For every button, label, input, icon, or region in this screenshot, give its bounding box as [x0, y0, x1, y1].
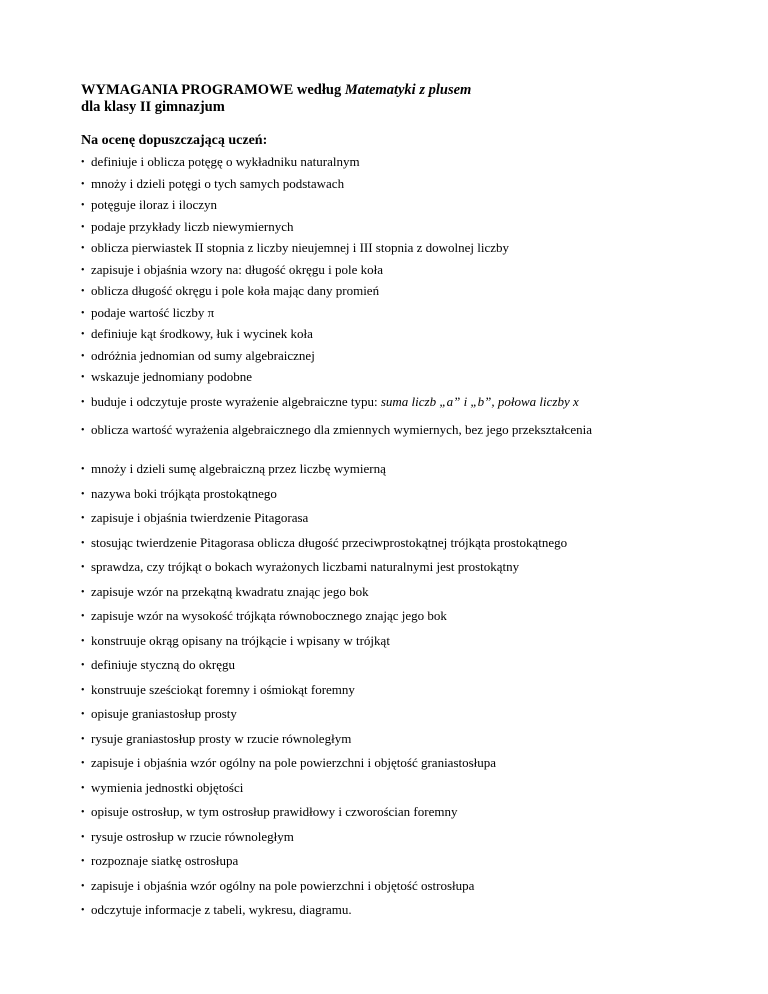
list-item: • opisuje ostrosłup, w tym ostrosłup prawidłowy i czworościan foremny — [81, 804, 458, 819]
list-item: • rysuje ostrosłup w rzucie równoległym — [81, 828, 294, 844]
document-subtitle: dla klasy II gimnazjum — [81, 99, 225, 115]
bullet-icon: • — [81, 350, 85, 362]
bullet-icon: • — [81, 586, 85, 598]
bullet-icon: • — [81, 243, 85, 254]
bullet-icon: • — [81, 807, 85, 818]
list-item: • rysuje graniastosłup prosty w rzucie równoległym — [81, 730, 352, 746]
list-item: • zapisuje i objaśnia wzory na: długość okręgu i pole koła — [81, 261, 384, 277]
bullet-icon: • — [81, 611, 85, 622]
list-item: • oblicza pierwiastek II stopnia z liczby nieujemnej i III stopnia z dowolnej liczby — [81, 240, 510, 255]
list-item: • zapisuje wzór na wysokość trójkąta równobocznego znając jego bok — [81, 608, 447, 623]
bullet-icon: • — [81, 286, 85, 297]
bullet-icon: • — [81, 464, 85, 475]
bullet-icon: • — [81, 513, 85, 524]
title-book-name: Matematyki z plusem — [344, 82, 472, 98]
list-item: • zapisuje i objaśnia wzór ogólny na pole powierzchni i objętość graniastosłupa — [81, 755, 497, 770]
list-item: • definiuje kąt środkowy, łuk i wycinek koła — [81, 326, 313, 341]
document-page — [81, 82, 741, 927]
bullet-icon: • — [81, 329, 85, 340]
list-item: • zapisuje wzór na przekątną kwadratu znając jego bok — [81, 583, 369, 599]
bullet-icon: • — [81, 372, 85, 383]
list-item: • mnoży i dzieli sumę algebraiczną przez liczbę wymierną — [81, 461, 386, 476]
list-item: • stosując twierdzenie Pitagorasa oblicza długość przeciwprostokątnej trójkąta prostokątnego — [81, 534, 568, 550]
bullet-icon: • — [81, 635, 85, 647]
list-item: • nazywa boki trójkąta prostokątnego — [81, 485, 277, 501]
bullet-icon: • — [81, 709, 85, 720]
bullet-icon: • — [81, 307, 85, 319]
bullet-icon: • — [81, 831, 85, 843]
bullet-icon: • — [81, 880, 85, 892]
list-item: • rozpoznaje siatkę ostrosłupa — [81, 853, 239, 868]
bullet-icon: • — [81, 758, 85, 769]
list-item: • oblicza wartość wyrażenia algebraicznego dla zmiennych wymiernych, bez jego przekształcenia — [81, 422, 592, 437]
list-item: • opisuje graniastosłup prosty — [81, 706, 237, 721]
bullet-icon: • — [81, 264, 85, 276]
list-item: • wymienia jednostki objętości — [81, 779, 244, 795]
list-item: • potęguje iloraz i iloczyn — [81, 197, 217, 212]
title-text: WYMAGANIA PROGRAMOWE według — [81, 82, 345, 98]
list-item: • zapisuje i objaśnia wzór ogólny na pole powierzchni i objętość ostrosłupa — [81, 877, 475, 893]
grade-heading: Na ocenę dopuszczającą uczeń: — [81, 133, 268, 148]
list-item: • odczytuje informacje z tabeli, wykresu, diagramu. — [81, 902, 352, 917]
list-item: • definiuje styczną do okręgu — [81, 657, 236, 672]
list-item: • podaje wartość liczby π — [81, 304, 215, 320]
bullet-icon: • — [81, 684, 85, 696]
bullet-icon: • — [81, 178, 85, 190]
bullet-icon: • — [81, 488, 85, 500]
list-item: • sprawdza, czy trójkąt o bokach wyrażonych liczbami naturalnymi jest prostokątny — [81, 559, 520, 574]
bullet-icon: • — [81, 157, 85, 168]
bullet-icon: • — [81, 425, 85, 436]
list-item: • oblicza długość okręgu i pole koła mając dany promień — [81, 283, 380, 298]
bullet-icon: • — [81, 562, 85, 573]
bullet-icon: • — [81, 221, 85, 233]
requirements-list — [81, 154, 741, 927]
list-item: • wskazuje jednomiany podobne — [81, 369, 253, 384]
list-item: • mnoży i dzieli potęgi o tych samych podstawach — [81, 175, 345, 191]
list-item: • podaje przykłady liczb niewymiernych — [81, 218, 294, 234]
list-item: • konstruuje okrąg opisany na trójkącie i wpisany w trójkąt — [81, 632, 390, 648]
list-item: • zapisuje i objaśnia twierdzenie Pitagorasa — [81, 510, 309, 525]
bullet-icon: • — [81, 396, 85, 408]
requirement-example: suma liczb „a” i „b”, połowa liczby x — [380, 393, 579, 409]
list-item: • odróżnia jednomian od sumy algebraicznej — [81, 347, 315, 363]
list-item: • konstruuje sześciokąt foremny i ośmiokąt foremny — [81, 681, 355, 697]
bullet-icon: • — [81, 660, 85, 671]
bullet-icon: • — [81, 856, 85, 867]
list-item: • buduje i odczytuje proste wyrażenie algebraiczne typu: suma liczb „a” i „b”, połowa liczby x — [81, 393, 579, 409]
list-item: • definiuje i oblicza potęgę o wykładniku naturalnym — [81, 154, 360, 169]
document-title — [81, 82, 741, 99]
bullet-icon: • — [81, 537, 85, 549]
bullet-icon: • — [81, 782, 85, 794]
bullet-icon: • — [81, 200, 85, 211]
bullet-icon: • — [81, 733, 85, 745]
bullet-icon: • — [81, 905, 85, 916]
